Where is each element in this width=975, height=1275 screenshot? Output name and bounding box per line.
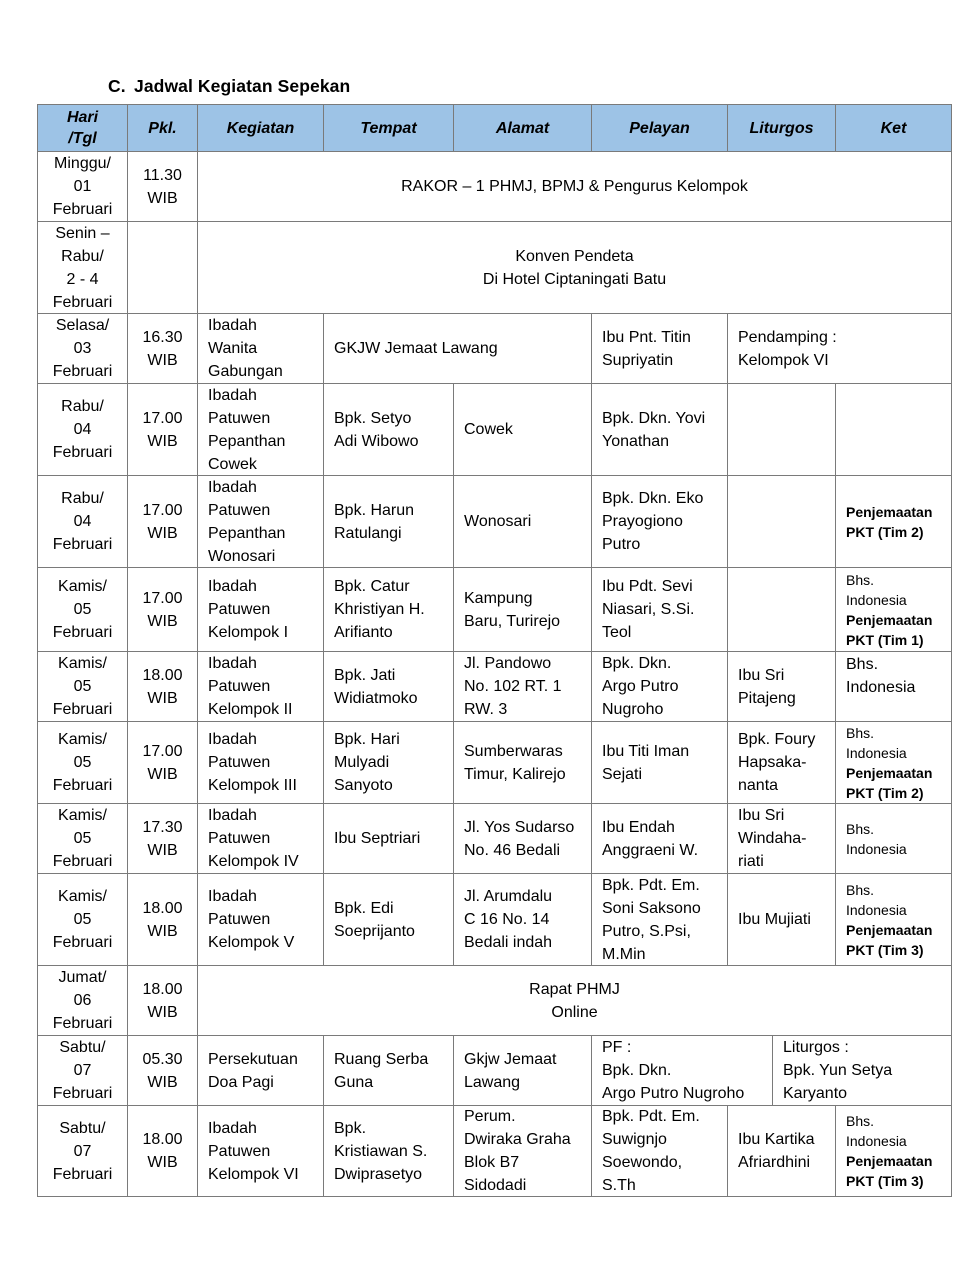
cell-liturgos [727,873,836,966]
cell-pelayan [591,803,728,874]
cell-alamat [453,1035,592,1106]
header-ket-text: Ket [880,119,907,137]
cell-ket [835,803,952,874]
cell-tempat-text: Bpk. Hari Mulyadi Sanyoto [334,731,400,794]
cell-ket [835,567,952,652]
cell-alamat-text: Cowek [464,421,513,438]
cell-tempat-text: Bpk. Catur Khristiyan H. Arifianto [334,578,425,641]
cell-kegiatan [197,383,324,476]
cell-pkl [127,651,198,722]
header-ket [835,104,952,152]
cell-hari-text: Kamis/ 05 Februari [52,807,113,870]
cell-hari [37,721,128,804]
cell-tempat [323,1105,454,1197]
cell-hari-text: Kamis/ 05 Februari [52,888,113,951]
cell-pkl-text: 17.00 WIB [142,589,183,630]
cell-tempat [323,1035,454,1106]
cell-merged-event-text: Rapat PHMJ Online [529,980,620,1021]
cell-tempat [323,567,454,652]
cell-merged-event [197,965,952,1036]
cell-kegiatan [197,1105,324,1197]
cell-pkl [127,1035,198,1106]
cell-pelayan-text: Bpk. Dkn. Yovi Yonathan [602,409,706,450]
cell-hari [37,221,128,314]
cell-tempat [323,721,454,804]
cell-pkl-text: 18.00 WIB [142,666,183,707]
cell-hari-text: Jumat/ 06 Februari [52,969,113,1032]
cell-kegiatan-text: Ibadah Patuwen Kelompok I [208,578,289,641]
cell-tempat [323,651,454,722]
header-pelayan-text: Pelayan [629,119,690,137]
cell-hari [37,151,128,222]
cell-pelayan-text: Bpk. Pdt. Em. Suwignjo Soewondo, S.Th [602,1108,700,1194]
cell-alamat-text: Wonosari [464,513,532,530]
section-title-text: Jadwal Kegiatan Sepekan [134,76,351,96]
cell-alamat-text: Jl. Yos Sudarso No. 46 Bedali [464,818,575,859]
cell-hari-text: Kamis/ 05 Februari [52,578,113,641]
cell-ket [835,383,952,476]
cell-pkl [127,803,198,874]
ket-note-bold: Penjemaatan PKT (Tim 2) [846,764,933,801]
cell-tempat-text: Ibu Septriari [334,830,421,847]
cell-liturgos [727,803,836,874]
cell-liturgos [727,475,836,568]
cell-alamat [453,567,592,652]
cell-pkl-text: 17.30 WIB [142,818,183,859]
cell-pelayan-text: Ibu Titi Iman Sejati [602,742,690,783]
cell-tempat [323,383,454,476]
cell-kegiatan [197,721,324,804]
cell-ket [835,475,952,568]
cell-hari-text: Sabtu/ 07 Februari [52,1039,113,1102]
cell-tempat [323,475,454,568]
header-alamat [453,104,592,152]
cell-pkl-text: 17.00 WIB [142,501,183,542]
cell-liturgos-text: Ibu Mujiati [738,911,811,928]
cell-hari-text: Kamis/ 05 Februari [52,655,113,718]
cell-alamat-text: Perum. Dwiraka Graha Blok B7 Sidodadi [464,1108,571,1194]
cell-liturgos-note [772,1035,952,1106]
cell-pelayan-text: Ibu Endah Anggraeni W. [602,818,699,859]
cell-alamat-text: Sumberwaras Timur, Kalirejo [464,742,566,783]
cell-tempat [323,803,454,874]
section-number: C. [108,76,126,96]
cell-pkl [127,383,198,476]
cell-pelayan [591,475,728,568]
cell-alamat [453,803,592,874]
cell-hari [37,1035,128,1106]
header-pkl-text: Pkl. [148,119,177,137]
cell-pelayan-text: Ibu Pnt. Titin Supriyatin [602,328,691,369]
cell-tempat-text: Bpk. Edi Soeprijanto [334,899,415,940]
cell-kegiatan [197,651,324,722]
cell-pkl [127,313,198,384]
cell-alamat-text: Kampung Baru, Turirejo [464,589,561,630]
cell-liturgos [727,1105,836,1197]
cell-kegiatan [197,803,324,874]
cell-kegiatan [197,475,324,568]
cell-ket [835,721,952,804]
ket-language: Bhs. Indonesia [846,1113,907,1149]
cell-hari [37,803,128,874]
header-pkl [127,104,198,152]
cell-alamat [453,1105,592,1197]
cell-kegiatan-text: Ibadah Wanita Gabungan [208,317,283,380]
cell-kegiatan-text: Ibadah Patuwen Kelompok V [208,888,295,951]
cell-pkl-text: 17.00 WIB [142,409,183,450]
cell-kegiatan-text: Ibadah Patuwen Kelompok II [208,655,293,718]
ket-note-bold: Penjemaatan PKT (Tim 1) [846,611,933,648]
cell-pelayan [591,873,728,966]
header-pelayan [591,104,728,152]
cell-hari [37,383,128,476]
cell-hari-text: Kamis/ 05 Februari [52,731,113,794]
cell-alamat [453,873,592,966]
cell-pkl [127,151,198,222]
cell-kegiatan-text: Ibadah Patuwen Pepanthan Cowek [208,386,286,473]
ket-note-bold: Penjemaatan PKT (Tim 2) [846,503,933,540]
cell-pelayan-text: Bpk. Pdt. Em. Soni Saksono Putro, S.Psi, M.Min [602,876,701,963]
cell-pelayan [591,567,728,652]
cell-pkl-text: 18.00 WIB [142,899,183,940]
cell-kegiatan-text: Ibadah Patuwen Kelompok IV [208,807,299,870]
cell-liturgos [727,567,836,652]
cell-merged-event-text: RAKOR – 1 PHMJ, BPMJ & Pengurus Kelompok [401,178,748,195]
cell-alamat-text: Jl. Pandowo No. 102 RT. 1 RW. 3 [464,655,562,718]
cell-tempat-text: Ruang Serba Guna [334,1050,429,1091]
cell-tempat-text: Bpk. Jati Widiatmoko [334,666,418,707]
cell-pf-text: PF : Bpk. Dkn. Argo Putro Nugroho [602,1039,745,1102]
cell-hari [37,567,128,652]
cell-pkl-text: 17.00 WIB [142,742,183,783]
header-liturgos [727,104,836,152]
cell-pelayan-text: Bpk. Dkn. Argo Putro Nugroho [602,655,679,718]
cell-hari [37,965,128,1036]
cell-hari-text: Selasa/ 03 Februari [52,317,113,380]
ket-language: Bhs. Indonesia [846,724,907,761]
cell-pkl [127,1105,198,1197]
header-hari [37,104,128,152]
cell-hari [37,873,128,966]
ket-language: Bhs. Indonesia [846,571,907,608]
cell-kegiatan-text: Ibadah Patuwen Kelompok VI [208,1119,299,1183]
cell-ket [835,651,952,722]
cell-kegiatan [197,1035,324,1106]
cell-pkl [127,567,198,652]
cell-hari [37,313,128,384]
cell-pelayan [591,383,728,476]
cell-pkl [127,721,198,804]
cell-pf [591,1035,773,1106]
cell-hari-text: Rabu/ 04 Februari [52,490,113,553]
header-tempat-text: Tempat [360,119,417,137]
cell-kegiatan [197,567,324,652]
cell-liturgos [727,651,836,722]
cell-pkl [127,873,198,966]
cell-pkl-text: 18.00 WIB [142,980,183,1021]
cell-pelayan [591,651,728,722]
cell-merged-event [197,151,952,222]
cell-pkl [127,475,198,568]
cell-liturgos [727,721,836,804]
cell-pelayan-text: Ibu Pdt. Sevi Niasari, S.Si. Teol [602,578,695,641]
cell-liturgos [727,383,836,476]
cell-alamat-text: Jl. Arumdalu C 16 No. 14 Bedali indah [464,888,553,951]
cell-kegiatan [197,873,324,966]
header-hari-text: Hari /Tgl [66,109,99,147]
cell-tempat-text: GKJW Jemaat Lawang [334,340,498,357]
cell-liturgos-text: Bpk. Foury Hapsaka- nanta [738,731,816,794]
ket-language: Bhs. Indonesia [846,881,907,918]
cell-pkl [127,965,198,1036]
cell-alamat [453,475,592,568]
cell-liturgos-text: Ibu Kartika Afriardhini [738,1131,815,1171]
ket-language: Bhs. Indonesia [846,820,907,857]
cell-pkl [127,221,198,314]
cell-tempat [323,873,454,966]
cell-ket [835,873,952,966]
cell-hari [37,1105,128,1197]
cell-pelayan-text: Bpk. Dkn. Eko Prayogiono Putro [602,490,704,553]
cell-liturgos-text: Ibu Sri Windaha- riati [738,807,807,870]
cell-liturgos [727,313,952,384]
header-alamat-text: Alamat [495,119,550,137]
cell-tempat-text: Bpk. Harun Ratulangi [334,501,415,542]
cell-alamat [453,721,592,804]
cell-pelayan [591,313,728,384]
cell-hari-text: Sabtu/ 07 Februari [52,1119,113,1183]
ket-note-bold: Penjemaatan PKT (Tim 3) [846,921,933,958]
header-tempat [323,104,454,152]
cell-merged-event [197,221,952,314]
cell-hari-text: Minggu/ 01 Februari [52,155,113,218]
ket-text: Bhs. Indonesia [846,656,916,696]
cell-pelayan [591,1105,728,1197]
ket-note-bold: Penjemaatan PKT (Tim 3) [846,1153,933,1189]
cell-kegiatan [197,313,324,384]
cell-hari [37,651,128,722]
cell-alamat [453,651,592,722]
cell-alamat-text: Gkjw Jemaat Lawang [464,1050,557,1091]
cell-tempat-text: Bpk. Setyo Adi Wibowo [334,409,419,450]
cell-pkl-text: 18.00 WIB [142,1131,183,1171]
cell-liturgos-text: Ibu Sri Pitajeng [738,666,796,707]
cell-ket [835,1105,952,1197]
cell-kegiatan-text: Ibadah Patuwen Pepanthan Wonosari [208,478,286,565]
cell-hari-text: Rabu/ 04 Februari [52,398,113,461]
cell-pkl-text: 16.30 WIB [142,328,183,369]
cell-alamat [453,383,592,476]
cell-tempat [323,313,592,384]
cell-kegiatan-text: Ibadah Patuwen Kelompok III [208,731,297,794]
cell-pkl-text: 11.30 WIB [143,166,182,207]
cell-liturgos-note-text: Liturgos : Bpk. Yun Setya Karyanto [783,1039,893,1102]
cell-merged-event-text: Konven Pendeta Di Hotel Ciptaningati Batu [482,247,667,288]
cell-tempat-text: Bpk. Kristiawan S. Dwiprasetyo [334,1119,428,1183]
cell-liturgos-text: Pendamping : Kelompok VI [738,328,837,369]
cell-pkl-text: 05.30 WIB [142,1050,183,1091]
header-liturgos-text: Liturgos [749,119,814,137]
cell-kegiatan-text: Persekutuan Doa Pagi [208,1050,298,1091]
header-kegiatan [197,104,324,152]
cell-hari-text: Senin – Rabu/ 2 - 4 Februari [52,224,113,311]
cell-pelayan [591,721,728,804]
section-title [108,76,350,97]
header-kegiatan-text: Kegiatan [226,119,295,137]
cell-hari [37,475,128,568]
